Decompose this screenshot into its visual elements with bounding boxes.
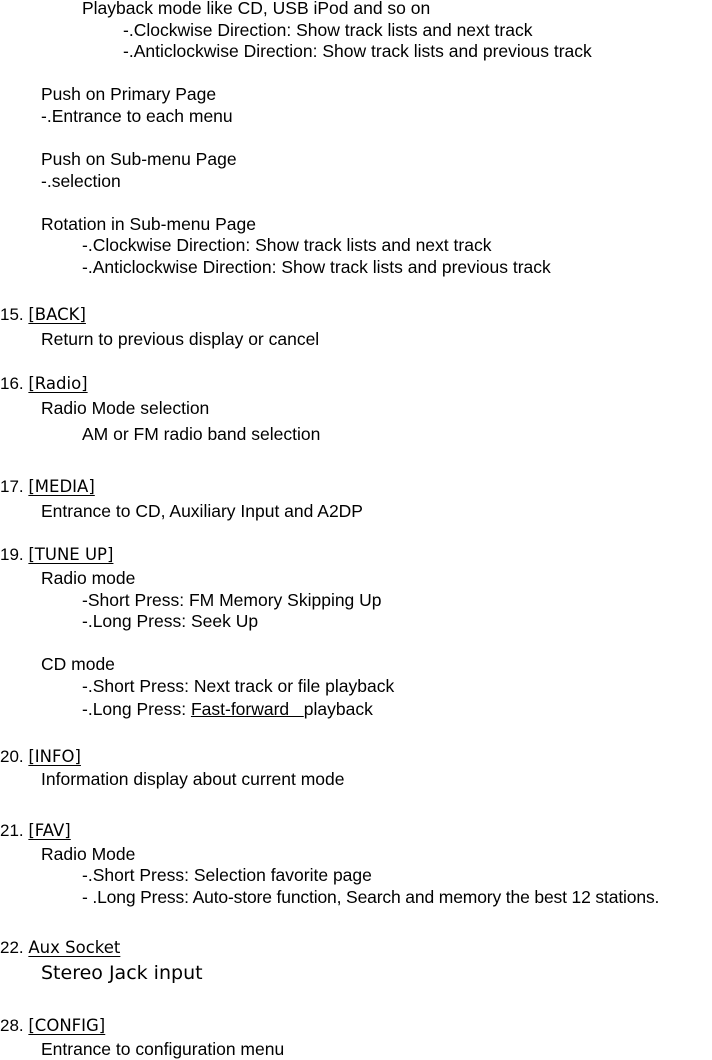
section-number: 16. [0, 374, 24, 393]
text-line: Entrance to configuration menu [41, 1039, 285, 1059]
text-line: Radio Mode selection [41, 398, 210, 418]
section-number: 28. [0, 1016, 24, 1035]
text-line: Return to previous display or cancel [41, 329, 320, 349]
section-title: [INFO] [28, 747, 81, 766]
section-number: 15. [0, 305, 24, 324]
text-line: Push on Primary Page [41, 84, 217, 104]
section-title: [TUNE UP] [28, 545, 114, 564]
section-number: 21. [0, 821, 24, 840]
section-title: [Radio] [28, 374, 88, 393]
section-heading-info [0, 746, 81, 768]
section-title: [FAV] [28, 821, 71, 840]
section-heading-fav [0, 820, 71, 842]
underlined-text: Fast-forward [190, 699, 304, 719]
section-title: [CONFIG] [28, 1016, 106, 1035]
section-heading-radio [0, 373, 88, 395]
section-heading-aux-socket [0, 937, 120, 959]
text-line: -.Short Press: Next track or file playback [82, 676, 395, 696]
text-line: -.Clockwise Direction: Show track lists and next track [82, 235, 492, 255]
text-line: Push on Sub-menu Page [41, 149, 237, 169]
text-segment: -.Long Press: [82, 699, 191, 719]
text-line: AM or FM radio band selection [82, 424, 321, 444]
text-line: Entrance to CD, Auxiliary Input and A2DP [41, 501, 363, 521]
section-number: 17. [0, 477, 24, 496]
text-line: Stereo Jack input [41, 962, 203, 984]
text-segment: playback [303, 699, 373, 719]
text-line: Radio Mode [41, 844, 136, 864]
section-title: Aux Socket [28, 938, 121, 957]
section-title: [BACK] [28, 305, 86, 324]
section-title: [MEDIA] [28, 477, 95, 496]
text-line: Information display about current mode [41, 769, 345, 789]
section-number: 19. [0, 545, 24, 564]
text-line: -.Anticlockwise Direction: Show track lists and previous track [123, 41, 592, 61]
section-number: 22. [0, 938, 24, 957]
text-line: -.Long Press: Seek Up [82, 611, 259, 631]
section-heading-back [0, 304, 86, 326]
text-line: Rotation in Sub-menu Page [41, 214, 256, 234]
section-heading-config [0, 1015, 105, 1037]
text-line: CD mode [41, 654, 115, 674]
text-line: - .Long Press: Auto-store function, Search and memory the best 12 stations. [82, 887, 660, 907]
text-line: -.Entrance to each menu [41, 106, 233, 126]
text-line: -.Short Press: Selection favorite page [82, 865, 372, 885]
text-line: Radio mode [41, 568, 136, 588]
text-line [82, 698, 373, 720]
section-number: 20. [0, 747, 24, 766]
text-line: -.selection [41, 171, 121, 191]
text-line: -.Clockwise Direction: Show track lists and next track [123, 20, 533, 40]
section-heading-media [0, 476, 95, 498]
text-line: -Short Press: FM Memory Skipping Up [82, 590, 382, 610]
section-heading-tune-up [0, 544, 113, 566]
text-line: Playback mode like CD, USB iPod and so on [82, 0, 431, 18]
text-line: -.Anticlockwise Direction: Show track lists and previous track [82, 257, 551, 277]
